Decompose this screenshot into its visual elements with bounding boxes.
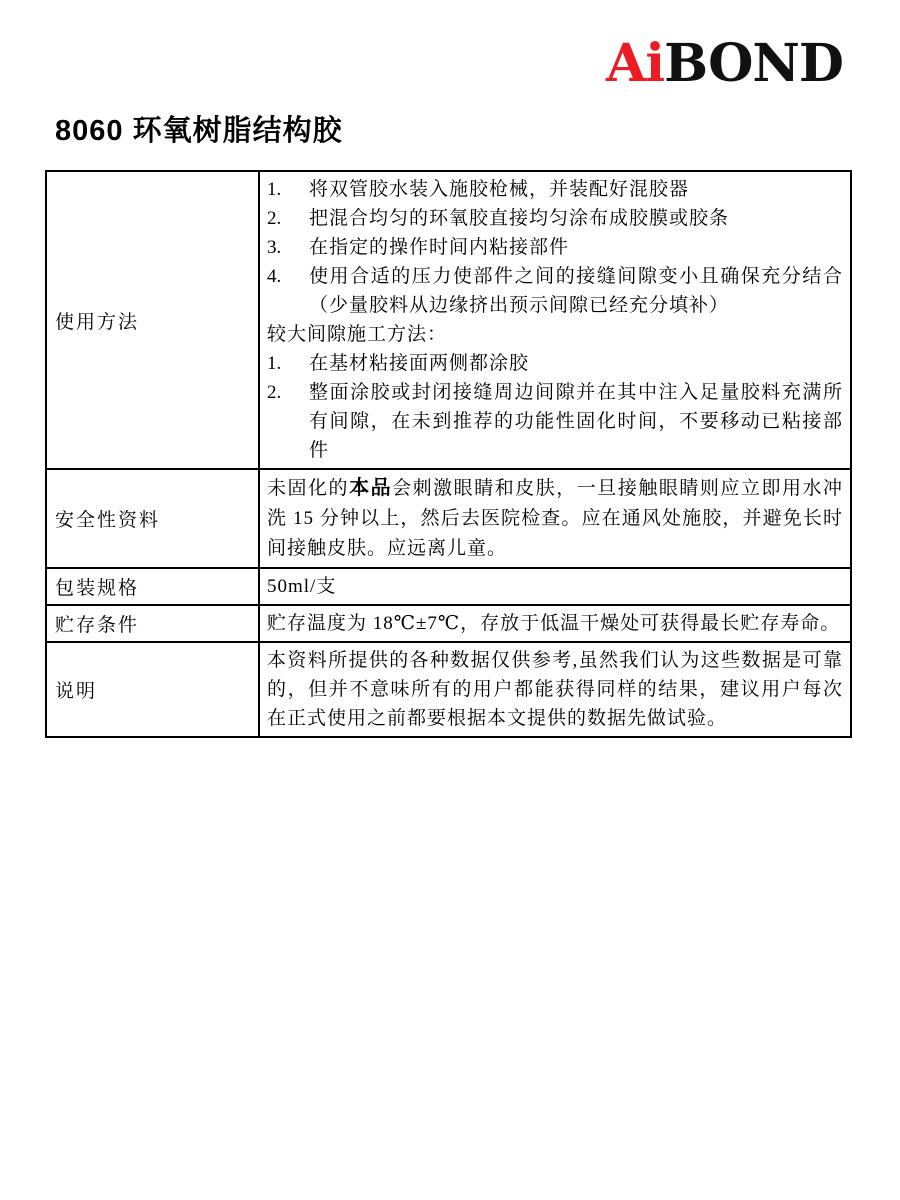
table-row-storage bbox=[46, 605, 851, 642]
table-row-safety bbox=[46, 469, 851, 568]
step-number: 1. bbox=[267, 179, 282, 200]
step-number: 3. bbox=[267, 237, 282, 258]
step-text: 整面涂胶或封闭接缝周边间隙并在其中注入足量胶料充满所有间隙，在未到推荐的功能性固化时间，不要移动已粘接部件 bbox=[309, 382, 843, 461]
step-text: 在基材粘接面两侧都涂胶 bbox=[309, 353, 530, 374]
step-number: 4. bbox=[267, 266, 282, 287]
usage-step bbox=[267, 204, 843, 233]
table-row-notes bbox=[46, 642, 851, 737]
spec-table bbox=[45, 170, 852, 738]
safety-text-pre: 未固化的 bbox=[267, 478, 350, 499]
usage-step bbox=[267, 175, 843, 204]
table-row-usage bbox=[46, 171, 851, 469]
packaging-label: 包装规格 bbox=[46, 568, 259, 605]
storage-value-text: 贮存温度为 18℃±7℃，存放于低温干燥处可获得最长贮存寿命。 bbox=[267, 613, 841, 634]
step-number: 2. bbox=[267, 208, 282, 229]
safety-text-bold: 本品 bbox=[349, 477, 393, 499]
logo-prefix-text: Ai bbox=[606, 33, 665, 94]
logo-suffix-text: BOND bbox=[664, 33, 843, 94]
packaging-value bbox=[259, 568, 851, 605]
usage-content bbox=[259, 171, 851, 469]
notes-paragraph: 本资料所提供的各种数据仅供参考,虽然我们认为这些数据是可靠的，但并不意味所有的用户都能获得同样的结果，建议用户每次在正式使用之前都要根据本文提供的数据先做试验。 bbox=[267, 650, 843, 729]
safety-label: 安全性资料 bbox=[46, 469, 259, 568]
safety-content bbox=[259, 469, 851, 568]
usage-label: 使用方法 bbox=[46, 171, 259, 469]
safety-text-post: 会刺激眼睛和皮肤，一旦接触眼睛则应立即用水冲洗 15 分钟以上，然后去医院检查。应在通风处施胶，并避免长时间接触皮肤。应远离儿童。 bbox=[267, 478, 843, 559]
usage-gap-step bbox=[267, 349, 843, 378]
packaging-value-text: 50ml/支 bbox=[267, 576, 337, 597]
step-number: 2. bbox=[267, 382, 282, 403]
step-text: 使用合适的压力使部件之间的接缝间隙变小且确保充分结合（少量胶料从边缘挤出预示间隙已经充分填补） bbox=[309, 266, 843, 316]
step-text: 将双管胶水装入施胶枪械，并装配好混胶器 bbox=[309, 179, 690, 200]
step-text: 把混合均匀的环氧胶直接均匀涂布成胶膜或胶条 bbox=[309, 208, 730, 229]
table-row-packaging bbox=[46, 568, 851, 605]
usage-step bbox=[267, 233, 843, 262]
aibond-logo bbox=[606, 33, 843, 94]
usage-gap-step bbox=[267, 378, 843, 465]
storage-label: 贮存条件 bbox=[46, 605, 259, 642]
step-number: 1. bbox=[267, 353, 282, 374]
step-text: 在指定的操作时间内粘接部件 bbox=[309, 237, 570, 258]
notes-label: 说明 bbox=[46, 642, 259, 737]
usage-step bbox=[267, 262, 843, 320]
page-title: 8060 环氧树脂结构胶 bbox=[55, 115, 343, 147]
safety-paragraph bbox=[267, 473, 843, 564]
notes-content bbox=[259, 642, 851, 737]
storage-value bbox=[259, 605, 851, 642]
usage-subheading: 较大间隙施工方法： bbox=[267, 324, 448, 345]
